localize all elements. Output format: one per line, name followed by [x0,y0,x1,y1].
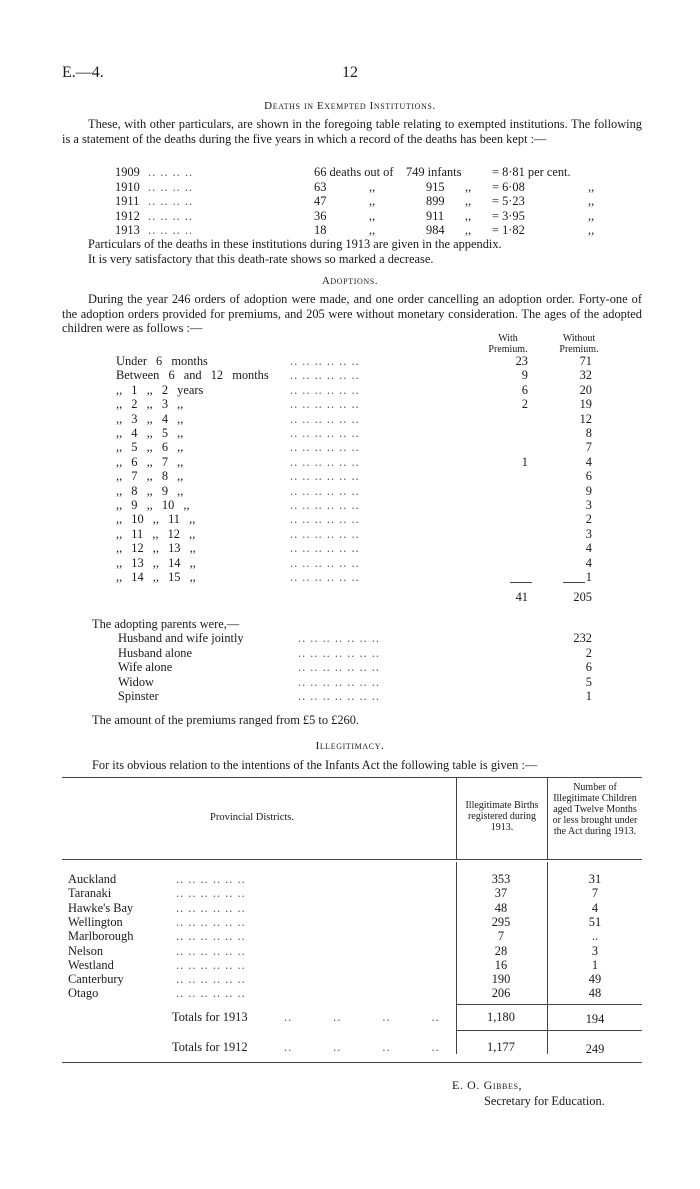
adoption-age-leader: .. .. .. .. .. .. [290,426,360,440]
adoption-without-premium: 3 [585,498,592,512]
adoption-age-leader: .. .. .. .. .. .. [290,541,360,556]
col-header-districts: Provincial Districts. [210,812,294,823]
adoptions-intro-paragraph: During the year 246 orders of adoption were made, and one order cancelling an adoption order. Forty-one of the adoption orders provided for premiums, and 205 were without monetary consideration. The ages of the adopted children were as follows :— [62,292,642,335]
district-leader: .. .. .. .. .. .. [176,914,246,929]
illegitimacy-intro: For its obvious relation to the intentions of the Infants Act the following table is given :— [92,758,538,772]
deaths-row-ditto: ,, [588,223,595,237]
deaths-row-ditto: ,, [465,223,472,237]
deaths-note-decrease: It is very satisfactory that this death-rate shows so marked a decrease. [88,252,434,266]
adoption-without-premium: 4 [585,454,592,469]
district-illegitimate-births: 353 [491,872,511,886]
district-illegitimate-births: 295 [491,914,511,929]
deaths-row-ditto: ,, [588,179,595,194]
adoptions-total-rule-with [510,582,532,583]
deaths-row-percent: = 6·08 [492,179,525,194]
district-illegitimate-births: 48 [494,900,508,915]
district-name: Canterbury [68,972,124,987]
adoption-age-label: ,, 5 ,, 6 ,, [116,440,184,455]
adopting-parents-intro: The adopting parents were,— [92,617,240,631]
table-header-rule [62,859,642,860]
district-name: Otago [68,986,99,1001]
adopting-parent-label: Husband alone [118,645,192,660]
deaths-row-ditto: ,, [588,208,595,223]
deaths-intro-paragraph: These, with other particulars, are shown in the foregoing table relating to exempted institutions. The following is a statement of the deaths during the five years in which a record of the deaths has been kept :— [62,117,642,146]
totals-1913-children: 194 [585,1012,605,1026]
col-header-children: Number of Illegitimate Children aged Twelve Months or less brought under the Act during 1913. [552,782,638,837]
district-illegitimate-births: 28 [494,943,508,958]
adopting-parent-count: 2 [585,645,592,660]
totals-1913-label: Totals for 1913 [172,1010,248,1024]
district-children-under-act: 3 [591,943,599,958]
adopting-parent-leader: .. .. .. .. .. .. .. [298,631,380,645]
deaths-row-year: 1911 [115,194,140,208]
adopting-parent-label: Spinster [118,689,159,703]
adoption-age-label: ,, 2 ,, 3 ,, [116,397,184,412]
table-body-divider-left [456,862,457,1054]
district-leader: .. .. .. .. .. .. [176,957,246,972]
totals-1913-top-rule [456,1004,642,1005]
adoption-age-leader: .. .. .. .. .. .. [290,512,360,527]
adoption-without-premium: 4 [585,541,592,556]
adoption-without-premium: 19 [579,397,592,412]
adoption-age-leader: .. .. .. .. .. .. [290,454,360,469]
adopting-parent-leader: .. .. .. .. .. .. .. [298,645,380,660]
adoption-without-premium: 12 [579,411,592,426]
deaths-row-leader: .. .. .. .. [148,179,194,194]
deaths-note-appendix: Particulars of the deaths in these institutions during 1913 are given in the appendix. [88,237,502,251]
district-children-under-act: 48 [588,986,602,1001]
district-name: Hawke's Bay [68,900,134,915]
totals-1913-leader: .. .. .. .. [284,1010,440,1024]
totals-1912-label: Totals for 1912 [172,1040,248,1054]
adopting-parent-label: Wife alone [118,660,173,674]
adopting-parent-count: 5 [585,674,592,689]
adoption-with-premium: 1 [521,454,528,469]
adoption-age-label: ,, 6 ,, 7 ,, [116,454,184,469]
adoption-age-label: Under 6 months [116,354,208,368]
adoption-with-premium: 6 [521,382,528,397]
district-illegitimate-births: 190 [491,972,511,987]
deaths-row-infants: 899 [426,194,445,208]
deaths-row-deaths: 63 [314,179,327,194]
district-name: Westland [68,957,114,972]
adopting-parent-count: 6 [585,660,592,674]
adoption-without-premium: 32 [579,368,592,383]
adoption-age-leader: .. .. .. .. .. .. [290,368,360,383]
table-bottom-rule [62,1062,642,1063]
adoption-age-leader: .. .. .. .. .. .. [290,382,360,397]
adopting-parent-count: 232 [573,631,592,645]
adoption-age-label: ,, 9 ,, 10 ,, [116,498,190,512]
deaths-row-infants: 749 infants [406,165,462,179]
totals-1912-births: 1,177 [487,1040,515,1054]
adoption-age-leader: .. .. .. .. .. .. [290,498,360,512]
illegitimacy-section-title: Illegitimacy. [315,740,385,752]
district-name: Wellington [68,914,123,929]
totals-1912-children: 249 [585,1042,605,1056]
adoption-with-premium: 2 [521,397,528,412]
adoption-age-leader: .. .. .. .. .. .. [290,469,360,484]
adopting-parent-label: Husband and wife jointly [118,631,244,645]
deaths-row-leader: .. .. .. .. [148,194,194,208]
adoption-without-premium: 7 [585,440,592,455]
adopting-parent-leader: .. .. .. .. .. .. .. [298,689,380,703]
district-children-under-act: 31 [588,872,602,886]
adoptions-total-without: 205 [573,590,592,604]
deaths-row-percent: = 8·81 per cent. [492,165,571,179]
adoption-age-label: ,, 8 ,, 9 ,, [116,483,184,498]
adoption-with-premium: 9 [521,368,528,383]
table-top-rule [62,777,642,778]
premiums-note: The amount of the premiums ranged from £5 to £260. [92,713,360,727]
district-children-under-act: 7 [591,886,599,901]
table-body-divider-right [547,862,548,1054]
adoption-without-premium: 9 [585,483,592,498]
adoption-age-leader: .. .. .. .. .. .. [290,570,360,584]
adoption-age-leader: .. .. .. .. .. .. [290,555,360,570]
deaths-row-deaths: 47 [314,194,327,208]
deaths-row-infants: 915 [426,179,445,194]
district-name: Auckland [68,872,117,886]
deaths-row-percent: = 5·23 [492,194,525,208]
adoption-age-label: ,, 3 ,, 4 ,, [116,411,184,426]
district-illegitimate-births: 7 [497,929,505,944]
district-leader: .. .. .. .. .. .. [176,900,246,915]
deaths-row-deaths: 18 [314,223,327,237]
deaths-row-leader: .. .. .. .. [148,208,194,223]
totals-1913-bottom-rule [456,1030,642,1031]
adopting-parent-label: Widow [118,674,154,689]
adoption-age-label: ,, 14 ,, 15 ,, [116,570,196,584]
adoption-without-premium: 4 [585,555,592,570]
totals-1912-leader: .. .. .. .. [284,1040,440,1054]
adoption-without-premium: 71 [579,354,592,368]
adoption-age-label: Between 6 and 12 months [116,368,269,383]
district-illegitimate-births: 37 [494,886,508,901]
totals-1913-births: 1,180 [487,1010,515,1024]
adoption-age-leader: .. .. .. .. .. .. [290,526,360,541]
deaths-section-title: Deaths in Exempted Institutions. [264,100,436,112]
district-leader: .. .. .. .. .. .. [176,872,246,886]
district-children-under-act: 1 [591,957,599,972]
adoption-age-label: ,, 4 ,, 5 ,, [116,426,184,440]
district-children-under-act: 51 [588,914,602,929]
deaths-row-year: 1909 [115,165,140,179]
deaths-row-ditto: ,, [465,194,472,208]
deaths-row-ditto: ,, [369,179,376,194]
deaths-row-infants: 911 [426,208,445,223]
adoption-age-leader: .. .. .. .. .. .. [290,483,360,498]
adoption-age-leader: .. .. .. .. .. .. [290,411,360,426]
district-illegitimate-births: 16 [494,957,508,972]
adoptions-col-header-with: With Premium. [488,333,528,355]
deaths-row-ditto: ,, [369,194,376,208]
deaths-row-ditto: ,, [465,208,472,223]
adoptions-total-with: 41 [515,590,528,604]
district-leader: .. .. .. .. .. .. [176,886,246,901]
deaths-row-ditto: ,, [465,179,472,194]
adoption-without-premium: 20 [579,382,592,397]
deaths-row-ditto: ,, [369,208,376,223]
district-leader: .. .. .. .. .. .. [176,986,246,1001]
table-header-divider-right [547,777,548,859]
adoption-age-label: ,, 13 ,, 14 ,, [116,555,196,570]
deaths-row-infants: 984 [426,223,445,237]
adoption-age-label: ,, 1 ,, 2 years [116,382,204,397]
adopting-parent-leader: .. .. .. .. .. .. .. [298,674,380,689]
col-header-births: Illegitimate Births registered during 1913. [465,800,539,833]
adoptions-section-title: Adoptions. [321,275,379,287]
district-name: Taranaki [68,886,112,901]
district-name: Nelson [68,943,104,958]
adoption-age-label: ,, 11 ,, 12 ,, [116,526,196,541]
adoption-without-premium: 6 [585,469,592,484]
district-leader: .. .. .. .. .. .. [176,929,246,944]
district-children-under-act: 49 [588,972,602,987]
district-leader: .. .. .. .. .. .. [176,943,246,958]
district-illegitimate-births: 206 [491,986,511,1001]
deaths-row-ditto: ,, [588,194,595,208]
deaths-row-deaths: 36 [314,208,327,223]
adoption-without-premium: 1 [585,570,592,584]
district-children-under-act: .. [591,929,599,944]
deaths-row-year: 1910 [115,179,140,194]
adopting-parent-leader: .. .. .. .. .. .. .. [298,660,380,674]
deaths-row-year: 1913 [115,223,140,237]
adoption-age-leader: .. .. .. .. .. .. [290,397,360,412]
signatory-name: E. O. Gibbes, [452,1078,523,1092]
deaths-row-percent: = 3·95 [492,208,525,223]
district-children-under-act: 4 [591,900,599,915]
adoptions-total-rule-without [563,582,585,583]
adoption-without-premium: 3 [585,526,592,541]
deaths-row-percent: = 1·82 [492,223,525,237]
document-reference: E.—4. [62,64,104,81]
deaths-row-ditto: ,, [369,223,376,237]
deaths-row-leader: .. .. .. .. [148,165,194,179]
adoption-age-label: ,, 10 ,, 11 ,, [116,512,196,527]
adoption-without-premium: 8 [585,426,592,440]
deaths-row-deaths: 66 deaths out of [314,165,394,179]
adopting-parent-count: 1 [585,689,592,703]
page-number: 12 [342,64,358,81]
adoption-with-premium: 23 [515,354,528,368]
adoptions-col-header-without: Without Premium. [559,333,599,355]
adoption-without-premium: 2 [585,512,592,527]
adoption-age-leader: .. .. .. .. .. .. [290,440,360,455]
adoption-age-leader: .. .. .. .. .. .. [290,354,360,368]
table-header-divider-left [456,777,457,859]
signatory-title: Secretary for Education. [484,1094,605,1108]
adoption-age-label: ,, 7 ,, 8 ,, [116,469,184,484]
adoption-age-label: ,, 12 ,, 13 ,, [116,541,196,556]
district-leader: .. .. .. .. .. .. [176,972,246,987]
deaths-row-leader: .. .. .. .. [148,223,194,237]
deaths-row-year: 1912 [115,208,140,223]
district-name: Marlborough [68,929,134,944]
